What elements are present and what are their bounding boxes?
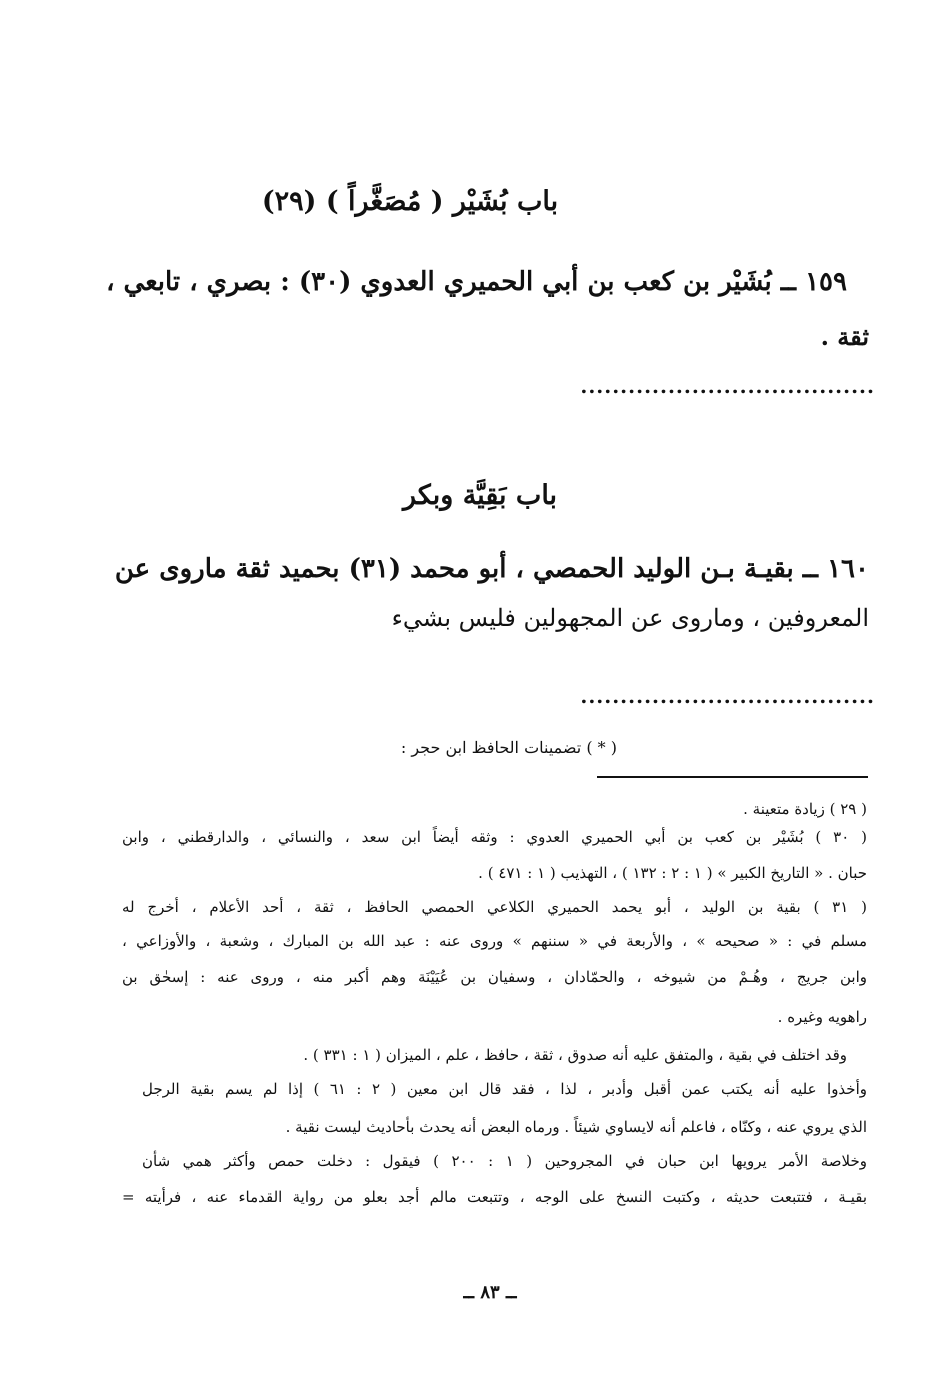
entry-160-line-2: المعروفين ، وماروى عن المجهولين فليس بشيء [391,604,869,632]
footnote-rule [597,776,868,778]
footnote-line: وخلاصة الأمر يرويها ابن حبان في المجروحين ( ١ : ٢٠٠ ) فيقول : دخلت حمص وأكثر همي شأن [142,1152,868,1170]
page-number: ــ ٨٣ ــ [463,1282,517,1303]
footnote-line: ( ٣٠ ) بُشَيْر بن كعب بن أبي الحميري العدوي : وثقه أيضاً ابن سعد ، والنسائي ، والدارقطني ، وابن [122,828,867,846]
footnote-line: الذي يروي عنه ، وكنّاه ، فاعلم أنه لايساوي شيئاً . ورماه البعض أنه يحدث بأحاديث ليست نقية . [285,1118,867,1136]
footnote-line: حبان . « التاريخ الكبير » ( ١ : ٢ : ١٣٢ ) ، التهذيب ( ١ : ٤٧١ ) . [478,864,867,882]
section-separator: ..................................... [580,684,875,708]
section-separator: ..................................... [580,374,875,398]
footnote-line: وقد اختلف في بقية ، والمتفق عليه أنه صدوق ، ثقة ، حافظ ، علم ، الميزان ( ١ : ٣٣١ ) . [303,1046,847,1064]
footnote-line: مسلم في : « صحيحه » ، والأربعة في « سننهم » وروى عنه : عبد الله بن المبارك ، وشعبة ، والأوزاعي ، [122,932,867,950]
entry-160-line-1: ١٦٠ ــ بقيـة بـن الوليد الحمصي ، أبو محمد (٣١) بحميد ثقة ماروى عن [114,554,869,584]
section-heading: باب بُشَيْر ( مُصَغَّراً ) (٢٩) [261,186,559,217]
footnote-line: ( ٢٩ ) زيادة متعينة . [743,800,867,818]
footnote-line: راهويه وغيره . [777,1008,867,1026]
footnote-line: وابن جريج ، وهُـمْ من شيوخه ، والحمّادان ، وسفيان بن عُيَيْنَة وهم أكبر منه ، وروى عنه : إسحٰق بن [122,968,867,986]
footnote-line: بقيـة ، فتتبعت حديثه ، وكتبت النسخ على الوجه ، وتتبعت مالم أجد بعلو من رواية القدماء عنه ، فرأيته = [122,1188,867,1206]
entry-159-line-2: ثقة . [820,322,869,351]
footnote-line: ( ٣١ ) بقية بن الوليد ، أبو يحمد الحميري الكلاعي الحمصي الحافظ ، ثقة ، أحد الأعلام ، أخرج له [122,898,867,916]
entry-159-line-1: ١٥٩ ــ بُشَيْر بن كعب بن أبي الحميري العدوي (٣٠) : بصري ، تابعي ، [106,267,847,297]
footnote-line: وأخذوا عليه أنه يكتب عمن أقبل وأدبر ، لذا ، فقد قال ابن معين ( ٢ : ٦١ ) إذا لم يسم بقية الرجل [142,1080,867,1098]
source-note: ( * ) تضمينات الحافظ ابن حجر : [400,738,617,757]
section-heading: باب بَقِيَّة وبكر [402,480,558,511]
